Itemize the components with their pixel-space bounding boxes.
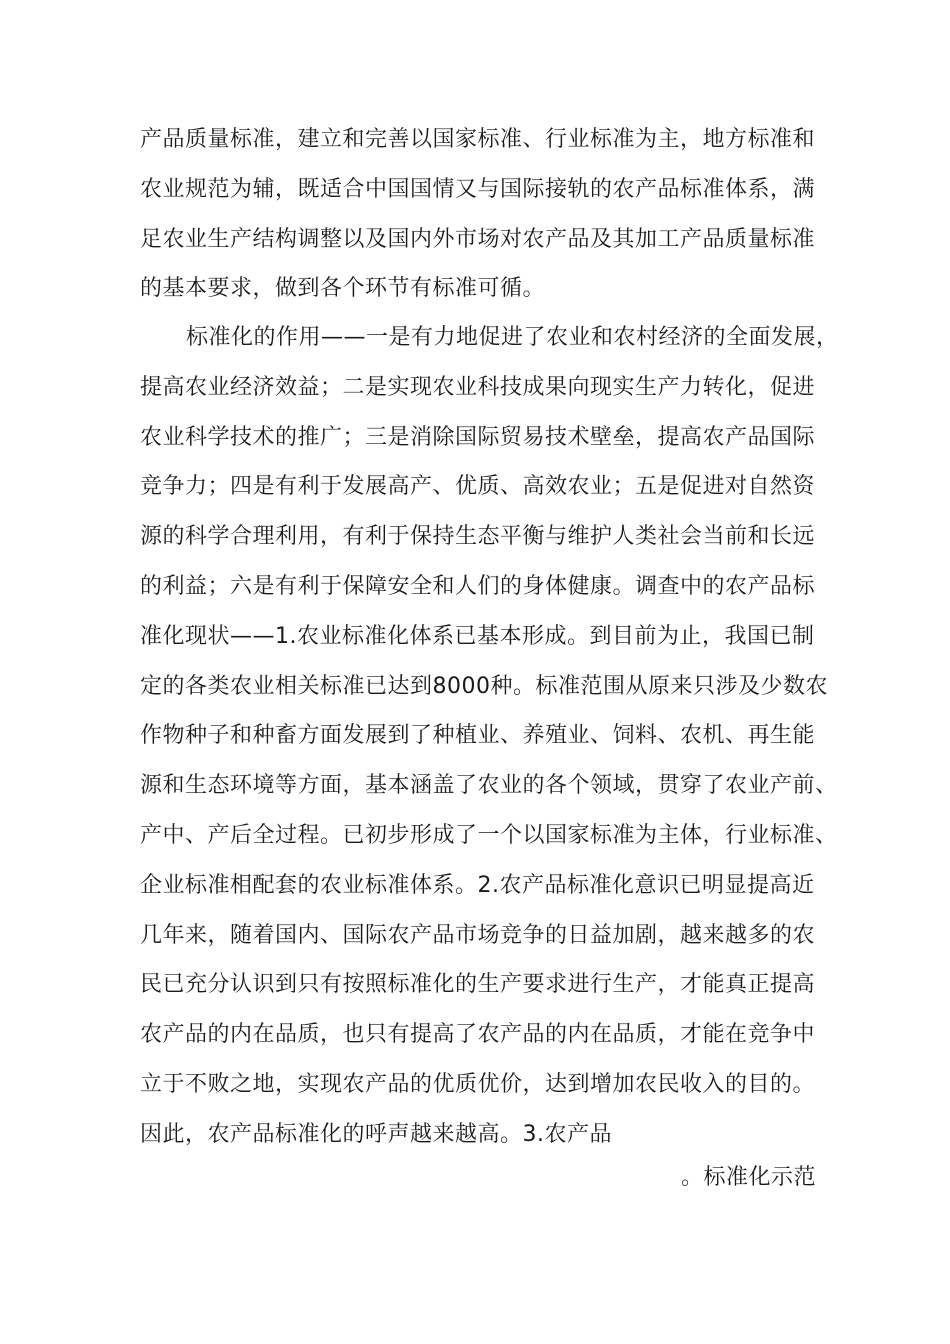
text-line: 因此，农产品标准化的呼声越来越高。3.农产品 (140, 1121, 612, 1147)
text-line: 的基本要求，做到各个环节有标准可循。 (140, 276, 546, 302)
text-line: 立于不败之地，实现农产品的优质优价，达到增加农民收入的目的。 (140, 1071, 816, 1097)
text-line: 几年来，随着国内、国际农产品市场竞争的日益加剧，越来越多的农 (140, 922, 816, 948)
page-footer-fragment: 。标准化示范 (680, 1165, 816, 1190)
text-line: 定的各类农业相关标准已达到8000种。标准范围从原来只涉及少数农 (140, 673, 828, 699)
text-line: 的利益；六是有利于保障安全和人们的身体健康。调查中的农产品标 (140, 573, 816, 599)
text-line: 提高农业经济效益；二是实现农业科技成果向现实生产力转化，促进 (140, 374, 816, 400)
text-line: 准化现状——1.农业标准化体系已基本形成。到目前为止，我国已制 (140, 623, 815, 649)
text-line: 标准化的作用——一是有力地促进了农业和农村经济的全面发展， (186, 325, 839, 350)
paragraph-quality-standards (140, 115, 830, 314)
text-line: 源的科学合理利用，有利于保持生态平衡与维护人类社会当前和长远 (140, 524, 816, 550)
paragraph-standardization-role (140, 313, 839, 1160)
text-line: 企业标准相配套的农业标准体系。2.农产品标准化意识已明显提高近 (140, 872, 815, 898)
text-line: 竞争力；四是有利于发展高产、优质、高效农业；五是促进对自然资 (140, 474, 816, 500)
text-line: 农产品的内在品质，也只有提高了农产品的内在品质，才能在竞争中 (140, 1022, 816, 1048)
text-line: 源和生态环境等方面，基本涵盖了农业的各个领域，贯穿了农业产前、 (140, 773, 838, 799)
text-line: 农业规范为辅，既适合中国国情又与国际接轨的农产品标准体系，满 (140, 176, 816, 202)
text-line: 产中、产后全过程。已初步形成了一个以国家标准为主体，行业标准、 (140, 822, 838, 848)
text-line: 足农业生产结构调整以及国内外市场对农产品及其加工产品质量标准 (140, 226, 816, 252)
text-line: 农业科学技术的推广；三是消除国际贸易技术壁垒，提高农产品国际 (140, 424, 816, 450)
text-line: 民已充分认识到只有按照标准化的生产要求进行生产，才能真正提高 (140, 972, 816, 998)
text-line: 作物种子和种畜方面发展到了种植业、养殖业、饲料、农机、再生能 (140, 723, 816, 749)
text-line: 产品质量标准，建立和完善以国家标准、行业标准为主，地方标准和 (140, 127, 816, 152)
